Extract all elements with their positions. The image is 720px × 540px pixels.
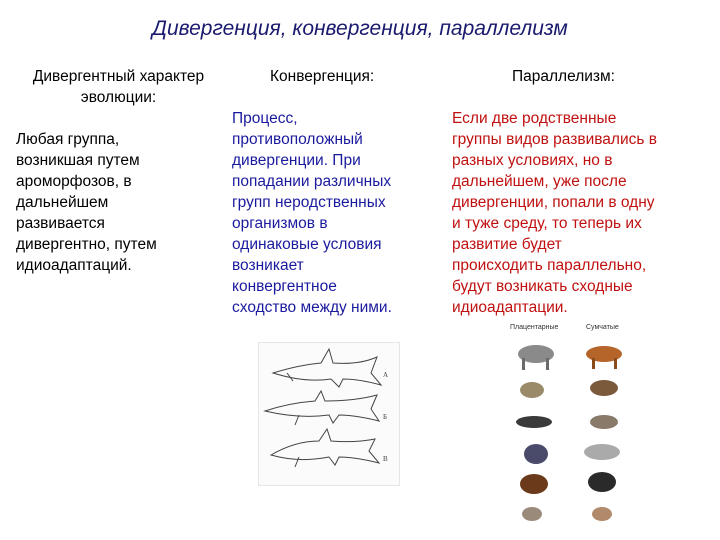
convergence-illustration: [258, 342, 400, 486]
svg-text:В: В: [383, 455, 388, 463]
text-line: возникшая путем: [16, 152, 140, 169]
text-line: дивергенции, попали в одну: [452, 194, 655, 211]
sugar-glider-icon: [584, 444, 620, 460]
svg-text:А: А: [383, 371, 389, 379]
text-line: возникает: [232, 257, 304, 274]
cat-icon: [520, 382, 544, 398]
text-line: ароморфозов, в: [16, 173, 132, 190]
convergence-heading: Конвергенция:: [270, 68, 375, 85]
shark-outline: [273, 349, 381, 387]
text-line: Любая группа,: [16, 131, 120, 148]
parallelism-heading: Параллелизм:: [512, 68, 615, 85]
anteater-icon: [516, 416, 552, 428]
slide-title: Дивергенция, конвергенция, параллелизм: [152, 17, 568, 40]
wombat-icon: [588, 472, 616, 492]
text-line: попадании различных: [232, 173, 392, 190]
numbat-icon: [590, 415, 618, 429]
marine-animals-drawing: [259, 343, 399, 485]
text-line: Процесс,: [232, 110, 298, 127]
text-line: происходить параллельно,: [452, 257, 647, 274]
quoll-icon: [590, 380, 618, 396]
dolphin-outline: [271, 429, 379, 465]
text-line: и туже среду, то теперь их: [452, 215, 642, 232]
divergence-heading: Дивергентный характер эволюции:: [32, 68, 205, 106]
divergence-text: [16, 129, 226, 276]
marsupial-mouse-icon: [592, 507, 612, 521]
text-line: конвергентное: [232, 278, 337, 295]
text-line: организмов в: [232, 215, 328, 232]
text-line: групп неродственных: [232, 194, 386, 211]
text-line: будут возникать сходные: [452, 278, 633, 295]
parallelism-column: [452, 66, 700, 318]
mouse-icon: [522, 507, 542, 521]
text-line: идиоадаптации.: [452, 299, 568, 316]
convergence-text: [232, 108, 432, 318]
placental-label: Плацентарные: [510, 324, 559, 331]
text-line: группы видов развивались в: [452, 131, 657, 148]
text-line: одинаковые условия: [232, 236, 382, 253]
text-line: разных условиях, но в: [452, 152, 613, 169]
svg-text:Б: Б: [383, 413, 388, 421]
divergence-column: [16, 66, 226, 276]
parallelism-illustration: [502, 322, 640, 532]
text-line: дивергенции. При: [232, 152, 361, 169]
text-line: дальнейшем, уже после: [452, 173, 627, 190]
text-line: развивается: [16, 215, 105, 232]
text-line: дивергентно, путем: [16, 236, 157, 253]
convergence-column: [232, 66, 432, 318]
marsupial-label: Сумчатые: [586, 324, 619, 331]
parallelism-text: [452, 108, 700, 318]
groundhog-icon: [520, 474, 548, 494]
text-line: дальнейшем: [16, 194, 109, 211]
ichthyosaur-outline: [265, 391, 379, 423]
text-line: Если две родственные: [452, 110, 617, 127]
text-line: развитие будет: [452, 236, 562, 253]
text-line: противоположный: [232, 131, 363, 148]
text-line: идиоадаптаций.: [16, 257, 132, 274]
animal-pairs-drawing: [502, 322, 640, 532]
flying-squirrel-icon: [524, 444, 548, 464]
text-line: сходство между ними.: [232, 299, 392, 316]
